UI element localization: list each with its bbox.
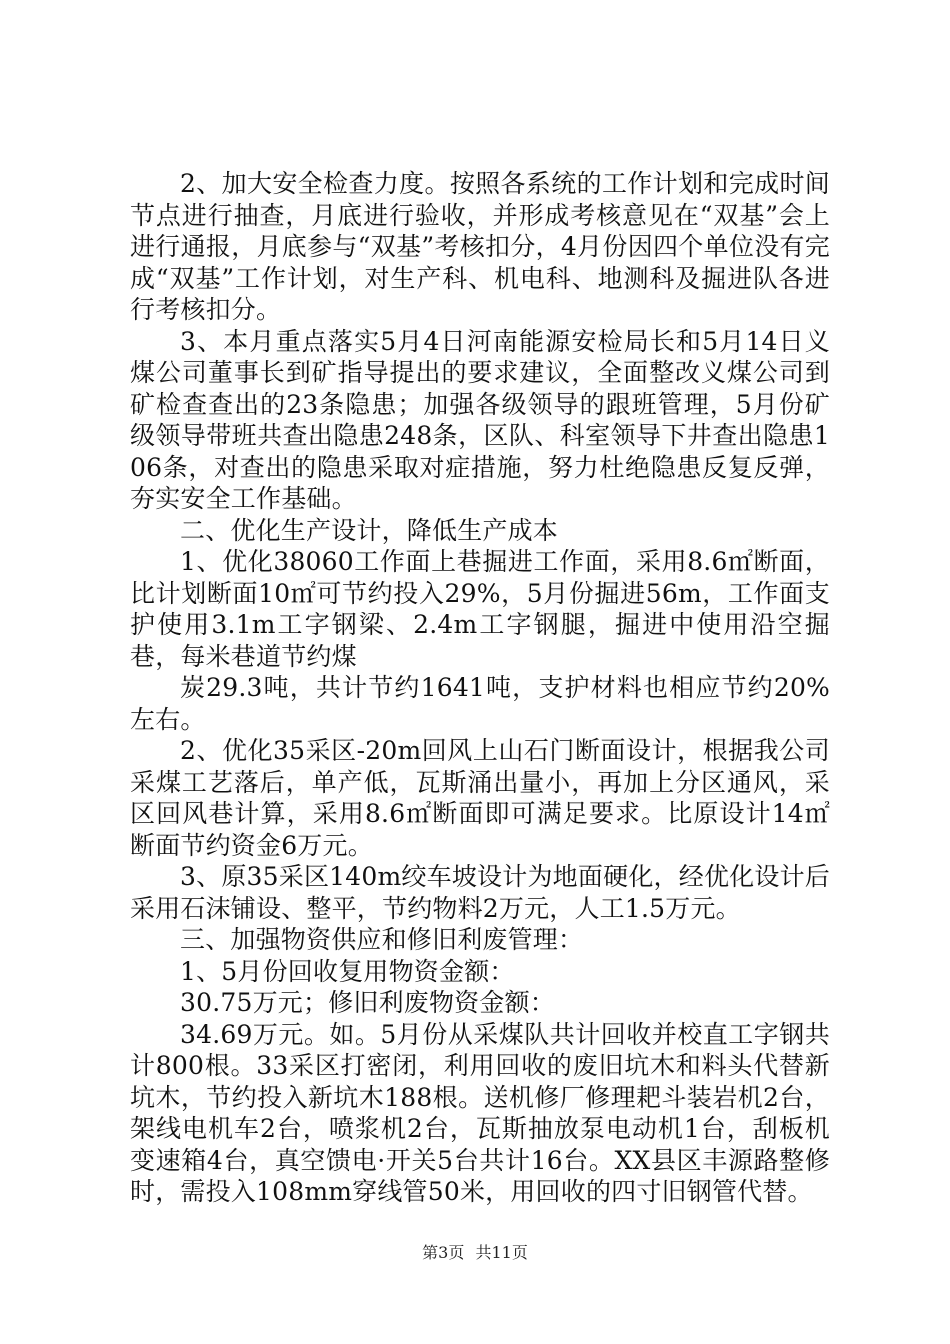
paragraph-38060-optimization: 1、优化38060工作面上巷掘进工作面，采用8.6㎡断面，比计划断面10㎡可节约投入29%，5月份掘进56m，工作面支护使用3.1m工字钢梁、2.4m工字钢腿，掘进中使用沿空掘巷，每米巷道节约煤 [130, 547, 830, 671]
page-total: 共11页 [475, 1243, 528, 1262]
paragraph-winch-slope: 3、原35采区140m绞车坡设计为地面硬化，经优化设计后采用石沫铺设、整平，节约物料2万元，人工1.5万元。 [130, 862, 830, 923]
section-heading-materials: 三、加强物资供应和修旧利废管理： [180, 925, 584, 954]
paragraph-repair-reuse: 34.69万元。如。5月份从采煤队共计回收并校直工字钢共计800根。33采区打密闭，利用回收的废旧坑木和料头代替新坑木，节约投入新坑木188根。送机修厂修理耙斗装岩机2台，架线电机车2台，喷浆机2台，瓦斯抽放泵电动机1台，刮板机变速箱4台，真空馈电·开关5台共计16台。XX县区丰源路整修时，需投入108mm穿线管50米，用回收的四寸旧钢管代替。 [130, 1019, 830, 1206]
page-number: 第3页 [422, 1243, 465, 1262]
section-heading-production-design: 二、优化生产设计，降低生产成本 [180, 515, 559, 545]
paragraph-coal-savings: 炭29.3吨，共计节约1641吨，支护材料也相应节约20%左右。 [130, 673, 830, 734]
page-footer [0, 1240, 950, 1263]
paragraph-hazard-rectification: 3、本月重点落实5月4日河南能源安检局长和5月14日义煤公司董事长到矿指导提出的要求建议，全面整改义煤公司到矿检查查出的23条隐患；加强各级领导的跟班管理，5月份矿级领导带班共查出隐患248条，区队、科室领导下井查出隐患106条，对查出的隐患采取对症措施，努力杜绝隐患反复反弹，夯实安全工作基础。 [130, 326, 830, 513]
document-body [130, 168, 830, 1208]
paragraph-recovered-materials: 1、5月份回收复用物资金额： [180, 956, 515, 986]
paragraph-safety-inspection: 2、加大安全检查力度。按照各系统的工作计划和完成时间节点进行抽查，月底进行验收，并形成考核意见在“双基”会上进行通报，月底参与“双基”考核扣分，4月份因四个单位没有完成“双基”工作计划，对生产科、机电科、地测科及掘进队各进行考核扣分。 [130, 169, 830, 324]
paragraph-35-area-airway: 2、优化35采区-20m回风上山石门断面设计，根据我公司采煤工艺落后，单产低，瓦斯涌出量小，再加上分区通风，采区回风巷计算，采用8.6㎡断面即可满足要求。比原设计14㎡断面节约资金6万元。 [130, 736, 830, 860]
paragraph-recovered-amount: 30.75万元；修旧利废物资金额： [180, 988, 555, 1017]
